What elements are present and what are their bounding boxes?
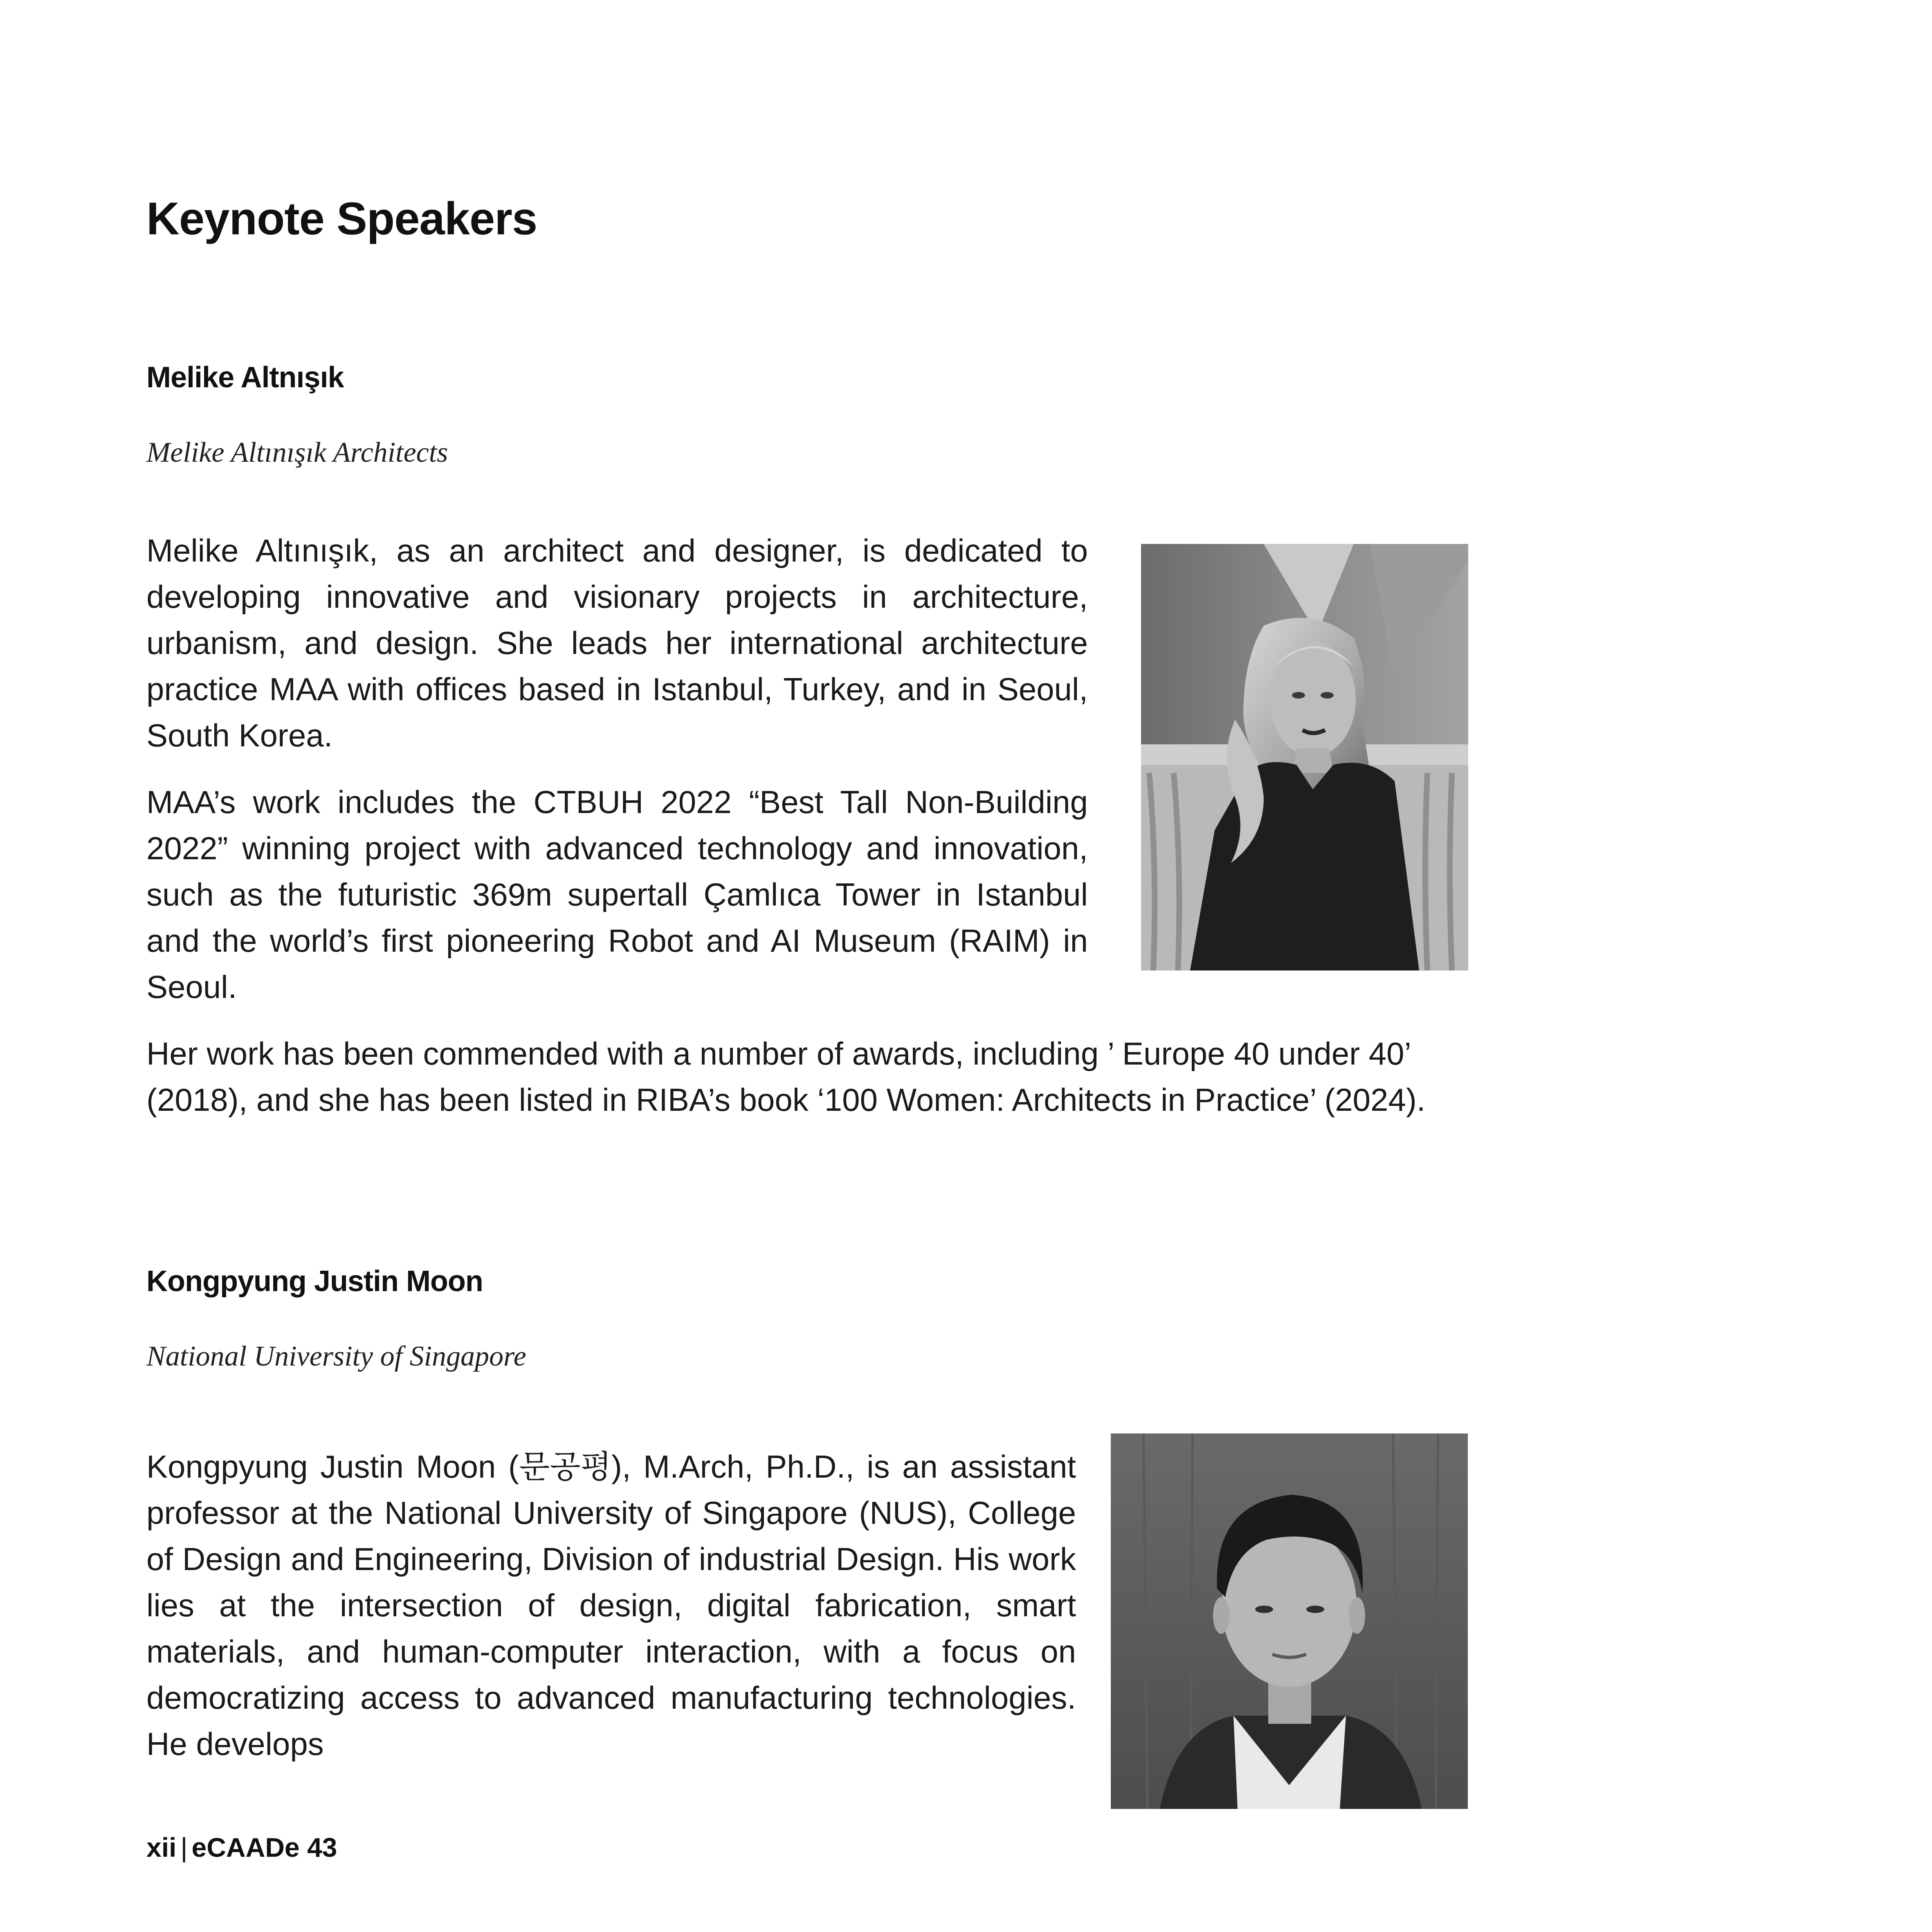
page-title: Keynote Speakers (146, 193, 537, 244)
publication-name: eCAADe 43 (191, 1832, 337, 1862)
bio-paragraph: Melike Altınışık, as an architect and designer, is dedicated to developing innovative and visionary projects in architecture, urbanism, and design. She leads her international architecture practice MAA with offices based in Istanbul, Turkey, and in Seoul, South Korea. (146, 532, 1088, 753)
speaker-portrait-photo (1111, 1433, 1468, 1809)
speaker-name: Kongpyung Justin Moon (146, 1265, 483, 1298)
speaker-affiliation: National University of Singapore (146, 1341, 526, 1372)
speaker-affiliation: Melike Altınışık Architects (146, 437, 448, 468)
page-footer (146, 1831, 337, 1864)
speaker-portrait-photo (1141, 544, 1468, 970)
footer-separator: | (180, 1832, 188, 1862)
bio-paragraph: Kongpyung Justin Moon (문공평), M.Arch, Ph.D., is an assistant professor at the National University of Singapore (NUS), College of Design and Engineering, Division of industrial Design. His work lies at the intersection of design, digital fabrication, smart materials, and human-computer interaction, with a focus on democratizing access to advanced manufacturing technologies. He develops (146, 1449, 1076, 1762)
bio-paragraph: MAA’s work includes the CTBUH 2022 “Best Tall Non-Building 2022” winning project with advanced technology and innovation, such as the futuristic 369m supertall Çamlıca Tower in Istanbul and the world’s first pioneering Robot and AI Museum (RAIM) in Seoul. (146, 784, 1088, 1005)
speaker-name: Melike Altnışık (146, 361, 344, 394)
bio-paragraph: Her work has been commended with a number of awards, including ’ Europe 40 under 40’ (2018), and she has been listed in RIBA’s book ‘100 Women: Architects in Practice’ (2024). (146, 1036, 1426, 1118)
page-number: xii (146, 1832, 177, 1862)
